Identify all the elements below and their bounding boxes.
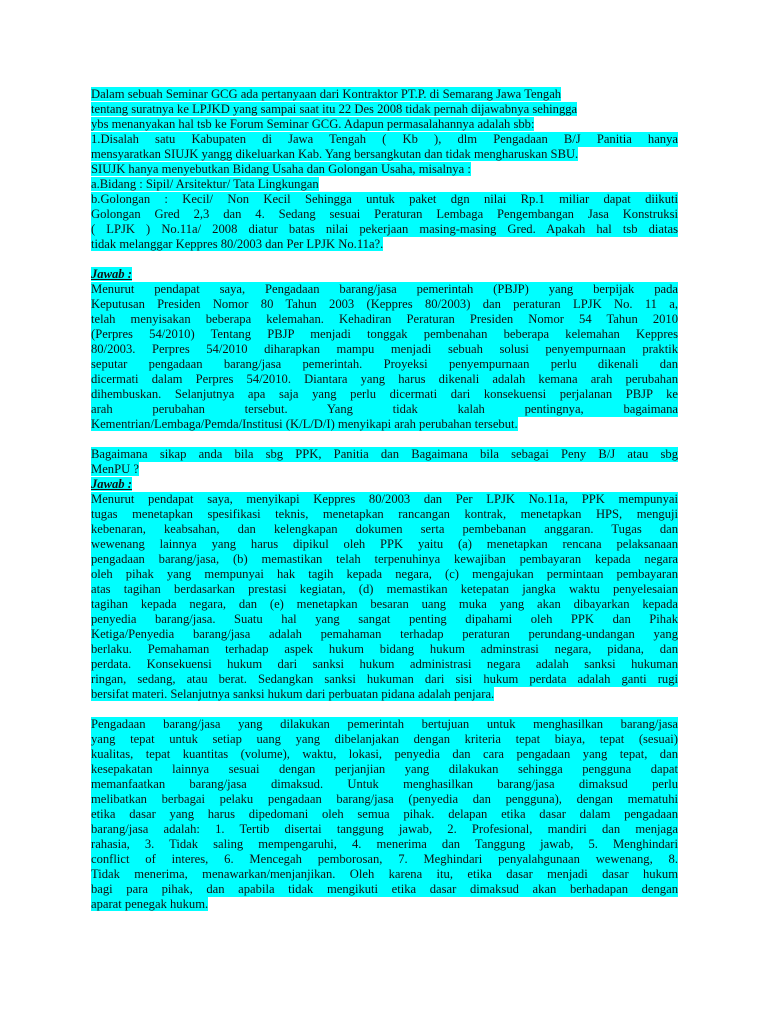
text-line: Dalam sebuah Seminar GCG ada pertanyaan dari Kontraktor PT.P. di Semarang Jawa Tengah — [91, 87, 562, 101]
text-line: 1.Disalah satu Kabupaten di Jawa Tengah ( Kb ), dlm Pengadaan B/J Panitia hanya — [91, 132, 678, 146]
text-line: b.Golongan : Kecil/ Non Kecil Sehingga untuk paket dgn nilai Rp.1 miliar dapat diikuti — [91, 192, 678, 206]
question-paragraph-2 — [91, 447, 678, 477]
text-line: 80/2003. Perpres 54/2010 diharapkan mampu menjadi sebuah solusi penyempurnaan praktik — [91, 342, 678, 356]
text-line: etika dasar yang harus dipedomani oleh semua pihak. delapan etika dasar dalam pengadaan — [91, 807, 678, 821]
text-line: Menurut pendapat saya, menyikapi Keppres 80/2003 dan Per LPJK No.11a, PPK mempunyai — [91, 492, 678, 506]
text-line: tugas menetapkan spesifikasi teknis, menetapkan rancangan kontrak, menetapkan HPS, menguji — [91, 507, 678, 521]
text-line: Bagaimana sikap anda bila sbg PPK, Panitia dan Bagaimana bila sebagai Peny B/J atau sbg — [91, 447, 678, 461]
text-line: dicermati dalam Perpres 54/2010. Diantara yang harus dikenali adalah kemana arah perubahan — [91, 372, 678, 386]
text-line: melibatkan berbagai pelaku pengadaan barang/jasa (penyedia dan pengguna), dengan mematuhi — [91, 792, 678, 806]
text-line: Pengadaan barang/jasa yang dilakukan pemerintah bertujuan untuk menghasilkan barang/jasa — [91, 717, 678, 731]
text-line: conflict of interes, 6. Mencegah pemborosan, 7. Meghindari penyalahgunaan wewenang, 8. — [91, 852, 678, 866]
document-body — [91, 87, 678, 912]
text-line: barang/jasa adalah: 1. Tertib disertai tanggung jawab, 2. Profesional, mandiri dan menjaga — [91, 822, 678, 836]
text-line: aparat penegak hukum. — [91, 897, 209, 911]
text-line: perdata. Konsekuensi hukum dari sanksi hukum administrasi negara adalah sanksi hukuman — [91, 657, 678, 671]
text-line: wewenang lainnya yang harus dipikul oleh PPK yaitu (a) menetapkan rencana pelaksanaan — [91, 537, 678, 551]
text-line: mensyaratkan SIUJK yangg dikeluarkan Kab. Yang bersangkutan dan tidak mengharuskan SBU. — [91, 147, 579, 161]
text-line: kesepakatan lainnya sesuai dengan perjanjian yang dilakukan sehingga pengguna dapat — [91, 762, 678, 776]
text-line: penyedia barang/jasa. Suatu hal yang sangat penting dipahami oleh PPK dan Pihak — [91, 612, 678, 626]
text-line: tentang suratnya ke LPJKD yang sampai saat itu 22 Des 2008 tidak pernah dijawabnya sehingga — [91, 102, 578, 116]
text-line: MenPU ? — [91, 462, 139, 476]
text-line: yang tepat untuk setiap uang yang dibelanjakan dengan kriteria tepat biaya, tepat (sesuai) — [91, 732, 678, 746]
text-line: telah menyisakan beberapa kelemahan. Kehadiran Peraturan Presiden Nomor 54 Tahun 2010 — [91, 312, 678, 326]
text-line: Menurut pendapat saya, Pengadaan barang/jasa pemerintah (PBJP) yang berpijak pada — [91, 282, 678, 296]
answer-label: Jawab : — [91, 267, 132, 281]
text-line: oleh pihak yang mempunyai hak tagih kepada negara, (c) mengajukan permintaan pembayaran — [91, 567, 678, 581]
text-line: kebenaran, keabsahan, dan kelengkapan dokumen serta pembebanan anggaran. Tugas dan — [91, 522, 678, 536]
text-line: a.Bidang : Sipil/ Arsitektur/ Tata Lingkungan — [91, 177, 319, 191]
text-line: atas tagihan berdasarkan prestasi kegiatan, (d) memastikan ketepatan jangka waktu penyelesaian — [91, 582, 678, 596]
answer-paragraph-1 — [91, 267, 678, 432]
text-line: ringan, sedang, atau berat. Sedangkan sanksi hukuman dari sisi hukum perdata adalah ganti rugi — [91, 672, 678, 686]
text-line: bagi para pihak, dan apabila tidak mengikuti etika dasar dimaksud akan berhadapan dengan — [91, 882, 678, 896]
answer-paragraph-2 — [91, 477, 678, 702]
text-line: ( LPJK ) No.11a/ 2008 diatur batas nilai pekerjaan masing-masing Gred. Apakah hal tsb diatas — [91, 222, 678, 236]
text-line: Keputusan Presiden Nomor 80 Tahun 2003 (Keppres 80/2003) dan peraturan LPJK No. 11 a, — [91, 297, 678, 311]
text-line: berlaku. Pemahaman terhadap aspek hukum bidang hukum adminstrasi negara, pidana, dan — [91, 642, 678, 656]
text-line: SIUJK hanya menyebutkan Bidang Usaha dan Golongan Usaha, misalnya : — [91, 162, 471, 176]
text-line: Golongan Gred 2,3 dan 4. Sedang sesuai Peraturan Lembaga Pengembangan Jasa Konstruksi — [91, 207, 678, 221]
question-paragraph-1 — [91, 87, 678, 252]
text-line: seputar pengadaan barang/jasa pemerintah. Proyeksi penyempurnaan perlu dikenali dan — [91, 357, 678, 371]
text-line: Kementrian/Lembaga/Pemda/Institusi (K/L/D/I) menyikapi arah perubahan tersebut. — [91, 417, 518, 431]
text-line: arah perubahan tersebut. Yang tidak kalah pentingnya, bagaimana — [91, 402, 678, 416]
text-line: tidak melanggar Keppres 80/2003 dan Per LPJK No.11a?. — [91, 237, 384, 251]
ethics-paragraph — [91, 717, 678, 912]
text-line: Tidak menerima, menawarkan/menjanjikan. Oleh karena itu, etika dasar menjadi dasar hukum — [91, 867, 678, 881]
answer-label: Jawab : — [91, 477, 132, 491]
text-line: (Perpres 54/2010) Tentang PBJP menjadi tonggak pembenahan beberapa kelemahan Keppres — [91, 327, 678, 341]
text-line: dihembuskan. Selanjutnya apa saja yang perlu dicermati dari konsekuensi perjalanan PBJP ke — [91, 387, 678, 401]
text-line: Ketiga/Penyedia barang/jasa adalah pemahaman terhadap peraturan perundang-undangan yang — [91, 627, 678, 641]
text-line: bersifat materi. Selanjutnya sanksi hukum dari perbuatan pidana adalah penjara. — [91, 687, 495, 701]
text-line: kualitas, tepat kuantitas (volume), waktu, lokasi, penyedia dan cara pengadaan yang tepat, dan — [91, 747, 678, 761]
text-line: tagihan kepada negara, dan (e) menetapkan besaran uang muka yang akan dibayarkan kepada — [91, 597, 678, 611]
text-line: pengadaan barang/jasa, (b) memastikan telah terpenuhinya kewajiban pembayaran kepada negara — [91, 552, 678, 566]
text-line: memanfaatkan barang/jasa dimaksud. Untuk menghasilkan barang/jasa dimaksud perlu — [91, 777, 678, 791]
text-line: rahasia, 3. Tidak saling mempengaruhi, 4. menerima dan Tanggung jawab, 5. Menghindari — [91, 837, 678, 851]
text-line: ybs menanyakan hal tsb ke Forum Seminar GCG. Adapun permasalahannya adalah sbb: — [91, 117, 535, 131]
